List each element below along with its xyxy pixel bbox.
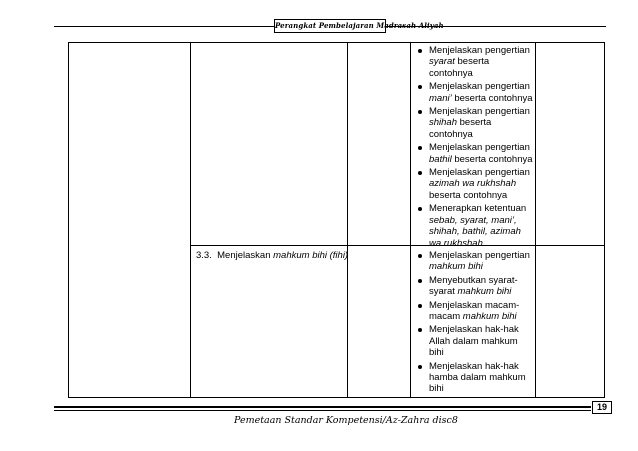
indicator-line [429,81,533,92]
indicator-line [429,68,533,79]
indicator-text: Menjelaskan hak-hak [429,360,519,372]
indicator-text: mahkum bihi [462,311,517,323]
indicator-text: Menjelaskan macam- [429,299,520,311]
indicator-text: bihi [429,383,444,395]
indicator-item [416,250,530,273]
competency-number: 3.3. [196,250,212,261]
row-divider [190,245,605,246]
indicator-line [429,250,530,261]
indicator-text: Menjelaskan pengertian [429,142,530,154]
indicator-line [429,129,533,140]
footer-rule [54,410,591,411]
indicator-text: beserta [454,56,490,68]
column-divider [410,42,411,398]
indicator-line [429,324,530,335]
indicator-item [416,203,533,249]
indicator-text: macam [429,311,463,323]
indicator-line [429,361,530,372]
indicator-line [429,167,533,178]
indicator-item [416,142,533,165]
indicator-line [429,311,530,322]
indicator-line [429,238,533,249]
indicator-text: hamba dalam mahkum [429,372,526,384]
indicator-text: Allah dalam mahkum [429,335,518,347]
indicator-line [429,203,533,214]
indicator-item [416,106,533,140]
indicator-line [429,300,530,311]
indicator-text: beserta [457,117,492,129]
indicator-text: Menyebutkan syarat- [429,274,518,286]
indicator-text: mahkum bihi [429,261,483,273]
indicator-text: syarat [429,286,458,298]
indicator-line [429,347,530,358]
indicator-line [429,275,530,286]
indicator-text: Menjelaskan pengertian [429,81,530,93]
indicator-line [429,261,530,272]
indicator-item [416,275,530,298]
footer-rule [54,406,591,408]
indicator-text: Menjelaskan pengertian [429,167,530,179]
indicator-text: bathil [429,153,452,165]
indicator-item [416,81,533,104]
indicator-line [429,215,533,226]
indicator-line [429,117,533,128]
indicator-line [429,106,533,117]
column-divider [190,42,191,398]
indicator-line [429,190,533,201]
competency-text [196,250,348,262]
indicator-text: wa rukhshah [429,237,483,249]
column-divider [535,42,536,398]
indicator-text: contohnya [429,128,473,140]
indicator-line [429,336,530,347]
indicator-text: Menjelaskan pengertian [429,106,530,118]
indicator-line [429,372,530,383]
indicator-text: Menjelaskan pengertian [429,45,530,56]
indicator-text: shihah, bathil, azimah [429,226,521,238]
indicator-list [416,250,530,397]
indicator-line [429,154,533,165]
competency-prefix: Menjelaskan [217,250,271,261]
indicator-line [429,383,530,394]
indicator-text: Menerapkan ketentuan [429,203,527,215]
indicator-line [429,142,533,153]
indicator-text: syarat [429,56,455,68]
indicator-text: shihah [429,117,457,129]
indicator-text: bihi [429,347,444,359]
indicator-text: azimah wa rukhshah [429,178,517,190]
indicator-text: beserta contohnya [451,92,533,104]
indicator-item [416,167,533,201]
indicator-line [429,286,530,297]
indicator-line [429,56,533,67]
indicator-item [416,45,533,79]
indicator-item [416,324,530,358]
header-title: Perangkat Pembelajaran Madrasah Aliyah [274,19,386,33]
indicator-text: beserta contohnya [451,153,533,165]
indicator-line [429,226,533,237]
indicator-list [416,45,533,251]
indicator-text: sebab, syarat, mani’, [429,214,517,226]
indicator-text: Menjelaskan pengertian [429,250,530,261]
indicator-line [429,45,533,56]
indicator-line [429,178,533,189]
indicator-text: beserta contohnya [429,189,508,201]
footer-text: Pemetaan Standar Kompetensi/Az-Zahra disc8 [234,415,458,426]
competency-term: mahkum bihi (fihi) [273,250,349,261]
indicator-line [429,93,533,104]
indicator-item [416,361,530,395]
indicator-text: mani’ [429,92,452,104]
indicator-text: contohnya [429,67,473,79]
column-divider [347,42,348,398]
indicator-text: mahkum bihi [457,286,512,298]
indicator-text: Menjelaskan hak-hak [429,324,519,336]
indicator-item [416,300,530,323]
page-number: 19 [592,401,612,414]
